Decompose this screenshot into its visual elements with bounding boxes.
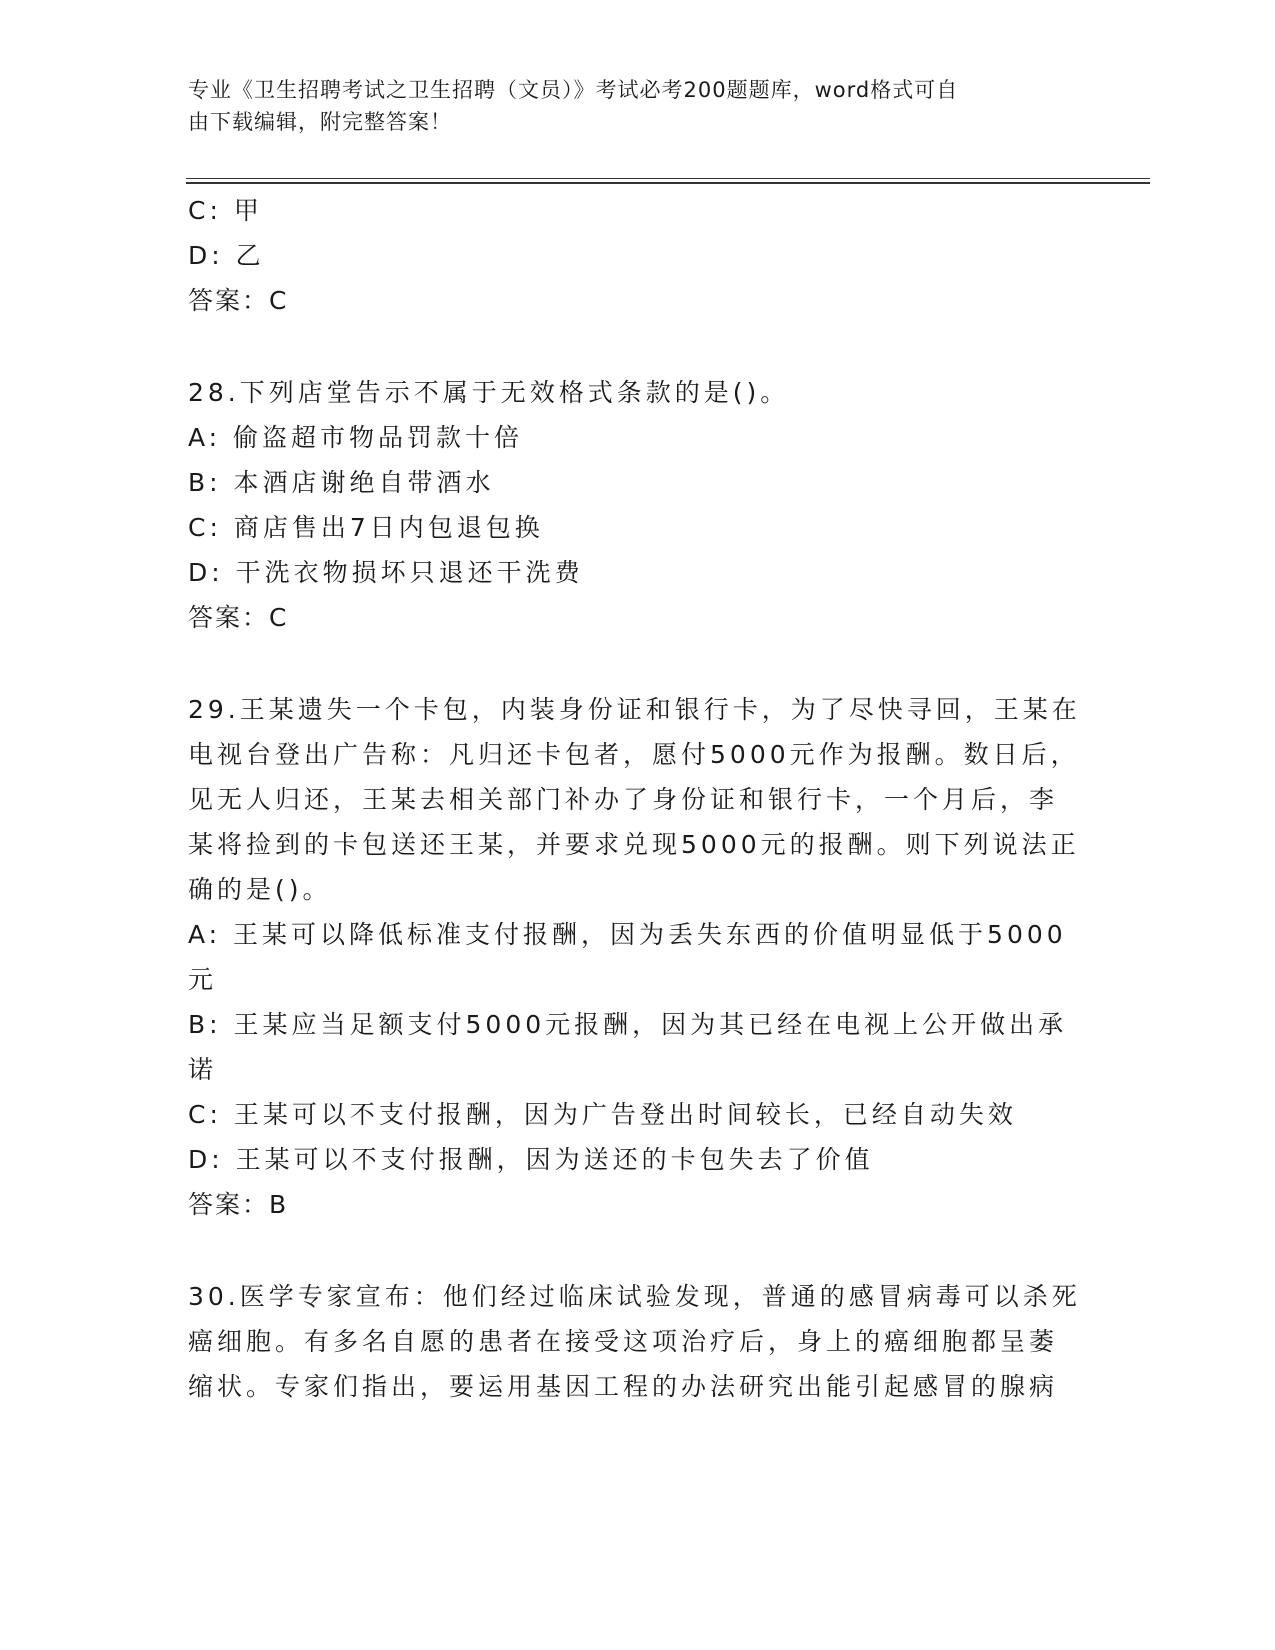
q29-option-c: C: 王某可以不支付报酬，因为广告登出时间较长，已经自动失效	[188, 1100, 1017, 1129]
prev-answer: 答案：C	[188, 286, 289, 315]
q29-option-b-line-2: 诺	[188, 1055, 218, 1084]
prev-option-c: C: 甲	[188, 196, 263, 225]
q29-question-line-5: 确的是()。	[188, 875, 332, 904]
q30-question-line-2: 癌细胞。有多名自愿的患者在接受这项治疗后，身上的癌细胞都呈萎	[188, 1327, 1059, 1356]
document-header	[188, 74, 1068, 138]
q29-option-d: D: 王某可以不支付报酬，因为送还的卡包失去了价值	[188, 1145, 874, 1174]
header-divider-thin	[186, 178, 1150, 179]
q29-question-line-2: 电视台登出广告称：凡归还卡包者，愿付5000元作为报酬。数日后，	[188, 740, 1080, 769]
q29-question-line-1: 29.王某遗失一个卡包，内装身份证和银行卡，为了尽快寻回，王某在	[188, 695, 1081, 724]
q28-option-b: B: 本酒店谢绝自带酒水	[188, 468, 495, 497]
prev-option-d: D: 乙	[188, 241, 265, 270]
header-line-1: 专业《卫生招聘考试之卫生招聘（文员）》考试必考200题题库，word格式可自	[188, 78, 959, 102]
q28-option-a: A: 偷盗超市物品罚款十倍	[188, 423, 524, 452]
q29-option-a-line-2: 元	[188, 965, 218, 994]
header-line-2: 由下载编辑，附完整答案！	[188, 110, 452, 134]
spacer	[188, 323, 1068, 370]
q28-option-d: D: 干洗衣物损坏只退还干洗费	[188, 558, 584, 587]
q30-question-line-3: 缩状。专家们指出，要运用基因工程的办法研究出能引起感冒的腺病	[188, 1372, 1059, 1401]
q29-option-b-line-1: B: 王某应当足额支付5000元报酬，因为其已经在电视上公开做出承	[188, 1010, 1068, 1039]
q28-question: 28.下列店堂告示不属于无效格式条款的是()。	[188, 378, 790, 407]
q29-question-line-3: 见无人归还，王某去相关部门补办了身份证和银行卡，一个月后，李	[188, 785, 1059, 814]
header-divider-thick	[186, 182, 1150, 184]
q29-answer: 答案：B	[188, 1190, 289, 1219]
q29-question-line-4: 某将捡到的卡包送还王某，并要求兑现5000元的报酬。则下列说法正	[188, 830, 1080, 859]
q28-option-c: C: 商店售出7日内包退包换	[188, 513, 544, 542]
document-body	[188, 188, 1081, 1409]
q29-option-a-line-1: A: 王某可以降低标准支付报酬，因为丢失东西的价值明显低于5000	[188, 920, 1067, 949]
spacer	[188, 1227, 1068, 1274]
spacer	[188, 640, 1068, 687]
q30-question-line-1: 30.医学专家宣布：他们经过临床试验发现，普通的感冒病毒可以杀死	[188, 1282, 1081, 1311]
q28-answer: 答案：C	[188, 603, 289, 632]
